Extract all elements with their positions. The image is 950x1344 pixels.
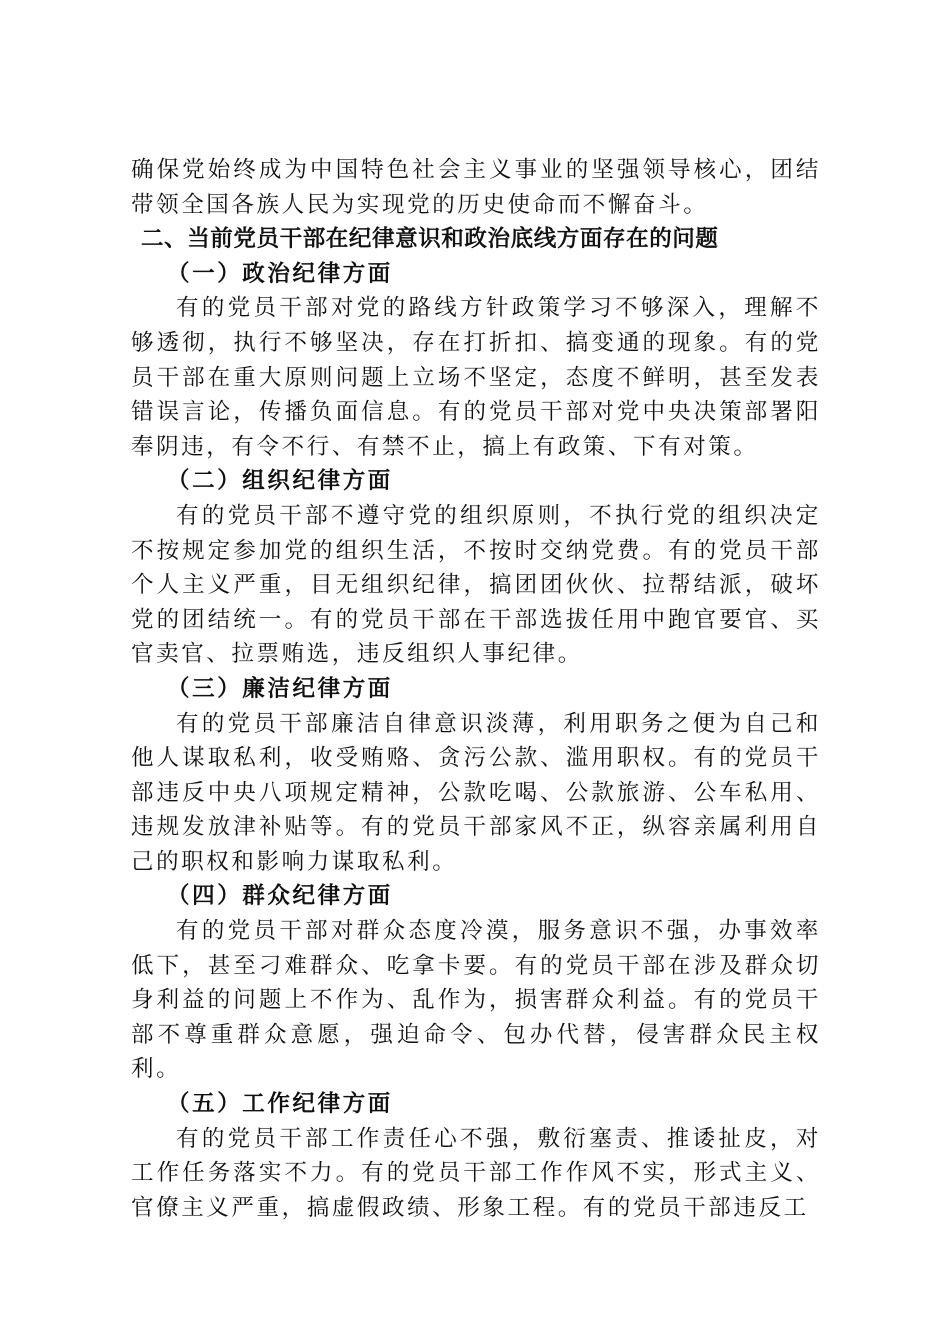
document-body (131, 153, 821, 1225)
subsection-heading-work: （五）工作纪律方面 (167, 1091, 393, 1118)
subsection-heading-organizational: （二）组织纪律方面 (167, 468, 393, 495)
subsection-paragraph-integrity: 有的党员干部廉洁自律意识淡薄，利用职务之便为自己和他人谋取私利，收受贿赂、贪污公款、滥用职权。有的党员干部违反中央八项规定精神，公款吃喝、公款旅游、公车私用、违规发放津补贴等。有的党员干部家风不正，纵容亲属利用自己的职权和影响力谋取私利。 (131, 710, 821, 875)
subsection-paragraph-mass: 有的党员干部对群众态度冷漠，服务意识不强，办事效率低下，甚至刁难群众、吃拿卡要。有的党员干部在涉及群众切身利益的问题上不作为、乱作为，损害群众利益。有的党员干部不尊重群众意愿，强迫命令、包办代替，侵害群众民主权利。 (131, 918, 821, 1083)
subsection-heading-mass: （四）群众纪律方面 (167, 883, 393, 910)
subsection-heading-integrity: （三）廉洁纪律方面 (167, 675, 393, 702)
subsection-paragraph-work: 有的党员干部工作责任心不强，敷衍塞责、推诿扯皮，对工作任务落实不力。有的党员干部工作作风不实，形式主义、官僚主义严重，搞虚假政绩、形象工程。有的党员干部违反工 (131, 1125, 821, 1221)
subsection-paragraph-organizational: 有的党员干部不遵守党的组织原则，不执行党的组织决定不按规定参加党的组织生活，不按时交纳党费。有的党员干部个人主义严重，目无组织纪律，搞团团伙伙、拉帮结派，破坏党的团结统一。有的党员干部在干部选拔任用中跑官要官、买官卖官、拉票贿选，违反组织人事纪律。 (131, 502, 821, 668)
section-title: 二、当前党员干部在纪律意识和政治底线方面存在的问题 (141, 226, 719, 253)
subsection-heading-political: （一）政治纪律方面 (167, 260, 393, 287)
subsection-paragraph-political: 有的党员干部对党的路线方针政策学习不够深入，理解不够透彻，执行不够坚决，存在打折扣、搞变通的现象。有的党员干部在重大原则问题上立场不坚定，态度不鲜明，甚至发表错误言论，传播负面信息。有的党员干部对党中央决策部署阳奉阴违，有令不行、有禁不止，搞上有政策、下有对策。 (131, 295, 821, 460)
intro-continuation-paragraph: 确保党始终成为中国特色社会主义事业的坚强领导核心，团结带领全国各族人民为实现党的历史使命而不懈奋斗。 (131, 157, 821, 218)
